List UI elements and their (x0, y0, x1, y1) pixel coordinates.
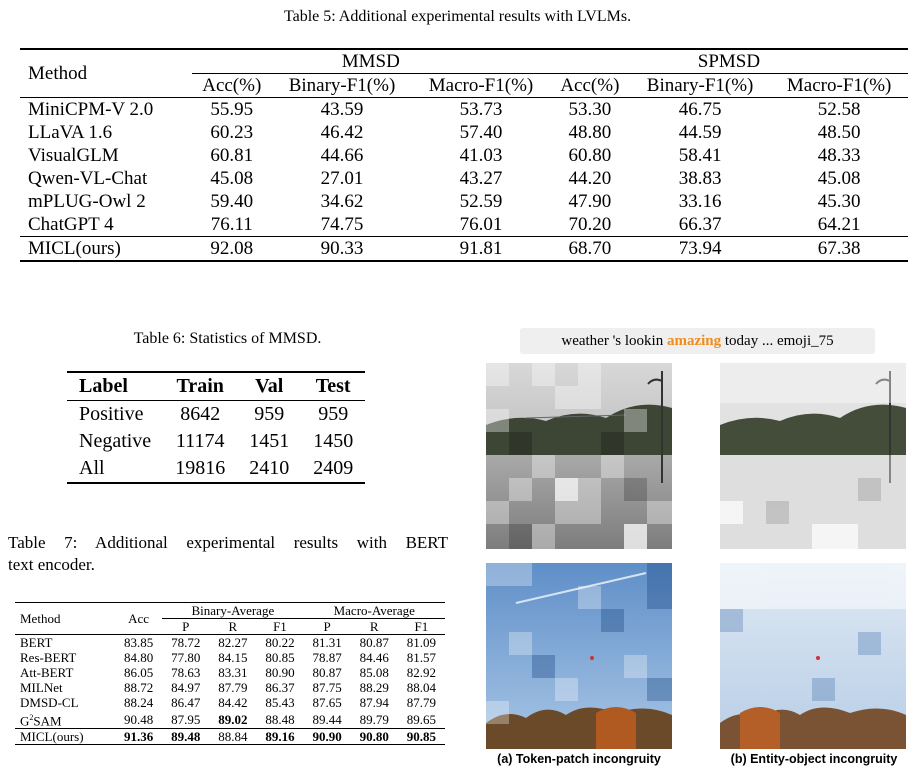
table5-cell: 33.16 (678, 191, 722, 212)
table7-cell: 83.85 (115, 635, 162, 651)
table7-cell: 89.16 (256, 729, 303, 745)
table7-cell: 87.79 (218, 680, 248, 695)
table5-col-header: Acc(%) (192, 74, 272, 98)
table6-cell: 11174 (175, 430, 225, 452)
table5-col-header: Macro-F1(%) (412, 74, 550, 98)
table5-method: Qwen-VL-Chat (28, 168, 148, 189)
table5-col-header: Binary-F1(%) (630, 74, 770, 98)
table7-cell: 87.94 (359, 695, 389, 710)
table5-cell: 58.41 (678, 145, 722, 166)
table7-cell: 87.95 (171, 711, 201, 727)
figure-text-after: today ... emoji_75 (721, 333, 834, 349)
table5-cell: 46.42 (320, 122, 364, 143)
table7-row (15, 665, 445, 680)
table5-caption: Table 5: Additional experimental results with LVLMs. (283, 8, 632, 25)
figure-text-highlight: amazing (666, 333, 722, 349)
table7-method-header: Method (15, 603, 115, 635)
table5-cell: 68.70 (550, 237, 630, 262)
table5-cell: 48.33 (817, 145, 861, 166)
table7-cell: 80.90 (265, 665, 295, 680)
table7-cell: 89.48 (162, 729, 209, 745)
table5-row (20, 121, 908, 144)
figure-text-chip (520, 328, 875, 354)
table6-cell: Positive (79, 403, 144, 425)
table6-cell: 8642 (180, 403, 221, 425)
table7-cell: 86.47 (171, 695, 201, 710)
table7-group-macro: Macro-Average (304, 603, 445, 619)
table5-method: MiniCPM-V 2.0 (28, 99, 154, 120)
heatmap-street-token-patch (486, 363, 672, 549)
table5-cell: 60.23 (210, 122, 254, 143)
table7-row (15, 695, 445, 710)
table5-col-header: Binary-F1(%) (272, 74, 412, 98)
table5-cell: 60.81 (210, 145, 254, 166)
table5-cell: 53.30 (568, 99, 612, 120)
table5-cell: 45.08 (210, 168, 254, 189)
table5-row (20, 144, 908, 167)
table7-method: MICL(ours) (15, 729, 115, 745)
table7-row (15, 680, 445, 695)
table7-cell: 89.44 (312, 711, 342, 727)
table7-cell: 89.79 (359, 711, 389, 727)
table5-cell: 52.58 (817, 99, 861, 120)
table6-header-test: Test (301, 372, 365, 401)
table7-method: MILNet (20, 680, 63, 695)
table7-cell: 81.31 (304, 635, 351, 651)
table5-cell: 27.01 (320, 168, 364, 189)
table7-cell: 78.63 (171, 665, 201, 680)
table6-header-label: Label (67, 372, 163, 401)
table7-sub-header: F1 (398, 619, 445, 635)
table5-cell: 52.59 (459, 191, 503, 212)
table5-cell: 76.11 (210, 214, 253, 235)
table7-caption-line2: text encoder. (8, 555, 95, 574)
table7-cell: 84.46 (359, 650, 389, 665)
table5-row (20, 167, 908, 190)
table5-group-spmsd: SPMSD (550, 49, 908, 74)
table7-cell: 84.42 (218, 695, 248, 710)
table5-method: MICL(ours) (20, 237, 192, 262)
table7-cell: 78.72 (162, 635, 209, 651)
table5-cell: 91.81 (412, 237, 550, 262)
table5-cell: 92.08 (192, 237, 272, 262)
table5-cell: 45.08 (817, 168, 861, 189)
table7-group-binary: Binary-Average (162, 603, 303, 619)
table5-cell: 55.95 (210, 99, 254, 120)
table7-row (15, 650, 445, 665)
table7-cell: 89.02 (218, 711, 248, 727)
table6-cell: 19816 (163, 455, 237, 483)
table7 (15, 602, 445, 745)
table7-row (15, 729, 445, 745)
table7-method: DMSD-CL (20, 695, 79, 710)
table7-sub-header: R (351, 619, 398, 635)
table7-method: BERT (15, 635, 115, 651)
table5-cell: 48.80 (568, 122, 612, 143)
table5-cell: 53.73 (459, 99, 503, 120)
table7-caption-line1: Table 7: Additional experimental results with BERT (8, 533, 448, 552)
table5-col-header: Acc(%) (550, 74, 630, 98)
table7-cell: 81.57 (406, 650, 436, 665)
table5-cell: 57.40 (459, 122, 503, 143)
table7-cell: 80.87 (351, 635, 398, 651)
heatmap-sky-token-patch (486, 563, 672, 749)
table6-cell: Negative (79, 430, 152, 452)
table5-cell: 73.94 (630, 237, 770, 262)
table7-cell: 88.72 (123, 680, 154, 695)
table7-sub-header: F1 (256, 619, 303, 635)
table7-cell: 88.24 (123, 695, 154, 710)
table5-cell: 46.75 (678, 99, 722, 120)
table5-col-header: Macro-F1(%) (770, 74, 908, 98)
table7-cell: 84.80 (123, 650, 154, 665)
table7-cell: 84.15 (218, 650, 248, 665)
figure-text-before: weather 's lookin (561, 333, 667, 349)
table7-method (15, 710, 115, 729)
table7-cell: 81.09 (398, 635, 445, 651)
table6-header-train: Train (163, 372, 237, 401)
table5-cell: 76.01 (459, 214, 503, 235)
heatmap-sky-entity-object (720, 563, 906, 749)
table5-method: mPLUG-Owl 2 (28, 191, 146, 212)
heatmap-street-entity-object (720, 363, 906, 549)
table5-cell: 34.62 (320, 191, 364, 212)
figure-label-b: (b) Entity-object incongruity (730, 752, 898, 766)
table5-cell: 67.38 (770, 237, 908, 262)
table7-method: Res-BERT (20, 650, 77, 665)
table5 (20, 48, 908, 262)
table7-sub-header: P (162, 619, 209, 635)
table7-cell: 87.75 (312, 680, 342, 695)
table6 (67, 371, 365, 484)
table5-cell: 64.21 (817, 214, 861, 235)
table6-cell: 959 (318, 403, 349, 425)
table5-cell: 43.59 (320, 99, 364, 120)
table5-method: ChatGPT 4 (28, 214, 114, 235)
table7-acc-header: Acc (115, 603, 162, 635)
table7-method-sup: 2 (29, 713, 34, 722)
table6-cell: 2410 (237, 455, 301, 483)
table5-method: VisualGLM (28, 145, 119, 166)
table7-method-prefix: G (20, 713, 30, 729)
table7-cell: 88.29 (359, 680, 389, 695)
table7-cell: 77.80 (171, 650, 201, 665)
table7-cell: 88.84 (209, 729, 256, 745)
table7-cell: 86.05 (123, 665, 154, 680)
table5-cell: 66.37 (678, 214, 722, 235)
table6-cell: 959 (254, 403, 285, 425)
table5-cell: 45.30 (817, 191, 861, 212)
table7-cell: 88.04 (406, 680, 436, 695)
table6-caption: Table 6: Statistics of MMSD. (133, 330, 322, 347)
table5-cell: 70.20 (568, 214, 612, 235)
table7-cell: 83.31 (218, 665, 248, 680)
table7-method: Att-BERT (20, 665, 74, 680)
table6-cell: All (67, 455, 163, 483)
table5-cell: 44.20 (568, 168, 612, 189)
table5-cell: 48.50 (817, 122, 861, 143)
table5-cell: 43.27 (459, 168, 503, 189)
table7-cell: 90.48 (123, 711, 154, 727)
table6-header-val: Val (237, 372, 301, 401)
table7-sub-header: R (209, 619, 256, 635)
table7-cell: 82.92 (406, 665, 436, 680)
table7-cell: 89.65 (406, 711, 436, 727)
table7-row (15, 635, 445, 651)
table6-cell: 1451 (249, 430, 290, 452)
table5-cell: 90.33 (272, 237, 412, 262)
table7-cell: 90.85 (398, 729, 445, 745)
table7-cell: 87.79 (406, 695, 436, 710)
table5-cell: 60.80 (568, 145, 612, 166)
table7-cell: 85.08 (359, 665, 389, 680)
table7-cell: 88.48 (265, 711, 295, 727)
table7-method-suffix: SAM (33, 713, 62, 729)
table6-cell: 2409 (301, 455, 365, 483)
table5-row (20, 213, 908, 237)
table7-cell: 80.85 (265, 650, 295, 665)
table7-cell: 91.36 (115, 729, 162, 745)
table7-cell: 87.65 (312, 695, 342, 710)
table7-cell: 78.87 (312, 650, 342, 665)
table5-cell: 44.66 (320, 145, 364, 166)
table6-cell: 1450 (313, 430, 354, 452)
table7-cell: 85.43 (265, 695, 295, 710)
table5-method-header: Method (20, 49, 192, 98)
table5-row (20, 237, 908, 262)
table5-cell: 59.40 (210, 191, 254, 212)
table7-caption (8, 532, 448, 576)
table5-row (20, 190, 908, 213)
table5-cell: 47.90 (568, 191, 612, 212)
table7-cell: 86.37 (265, 680, 295, 695)
table7-cell: 80.87 (312, 665, 342, 680)
table5-row (20, 98, 908, 122)
table5-group-mmsd: MMSD (192, 49, 550, 74)
table7-row (15, 710, 445, 729)
figure-label-a: (a) Token-patch incongruity (497, 752, 661, 766)
table5-cell: 74.75 (320, 214, 364, 235)
table7-sub-header: P (304, 619, 351, 635)
table7-cell: 90.90 (304, 729, 351, 745)
table5-cell: 38.83 (678, 168, 722, 189)
table5-cell: 44.59 (678, 122, 722, 143)
table5-cell: 41.03 (459, 145, 503, 166)
table7-cell: 82.27 (209, 635, 256, 651)
table7-cell: 84.97 (171, 680, 201, 695)
table7-cell: 90.80 (351, 729, 398, 745)
table7-cell: 80.22 (256, 635, 303, 651)
table5-method: LLaVA 1.6 (28, 122, 113, 143)
